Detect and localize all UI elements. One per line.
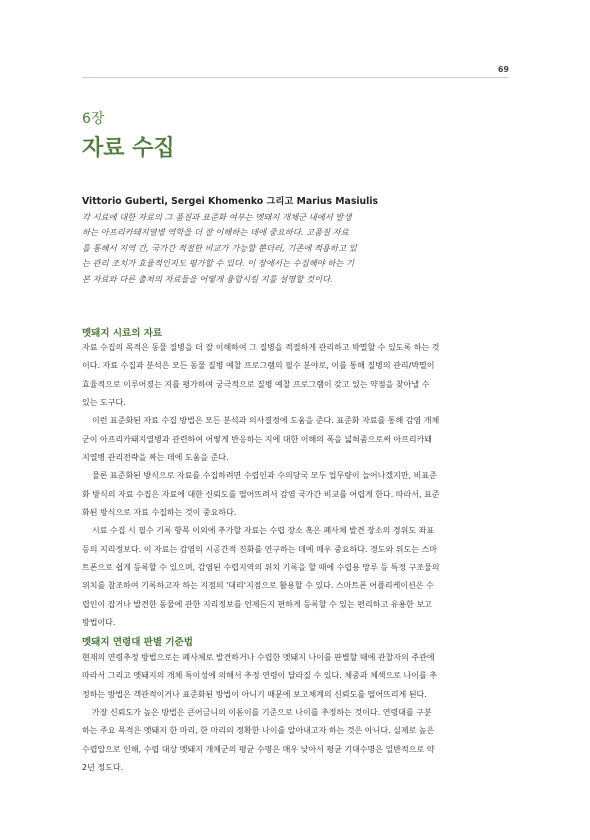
header-rule [82, 77, 509, 78]
paragraph-line: 방법이다. [82, 618, 116, 628]
paragraph-line: 있는 도구다. [82, 398, 126, 408]
paragraph-line: 가장 신뢰도가 높은 방법은 큰어금니의 이돋이를 기준으로 나이를 추정하는 것이다. 연령대를 구분 [92, 708, 432, 718]
paragraph-line: 2년 정도다. [82, 763, 124, 773]
section-body-age-classes [82, 649, 462, 777]
paragraph-line: 지열병 관리전략을 짜는 데에 도움을 준다. [82, 453, 229, 463]
paragraph-line: 군이 아프리카돼지열병과 관련하여 어떻게 반응하는 지에 대한 이해의 폭을 넓혀줌으로써 아프리카돼 [82, 434, 433, 444]
abstract-line: 는 관리 조치가 효율적인지도 평가할 수 있다. 이 장에서는 수집해야 하는 기 [82, 258, 355, 269]
section-body-sample-data [82, 339, 462, 633]
paragraph-line: 물론 표준화된 방식으로 자료를 수집하려면 수렵인과 수의당국 모두 업무량이 늘어나겠지만, 비표준 [92, 471, 437, 481]
authors: Vittorio Guberti, Sergei Khomenko 그리고 Marius Masiulis [82, 196, 379, 207]
paragraph-line: 화된 방식으로 자료 수집하는 것이 중요하다. [82, 508, 237, 518]
paragraph-line: 정하는 방법은 객관적이거나 표준화된 방법이 아니기 때문에 보고체계의 신뢰도를 떨어뜨리게 된다. [82, 689, 427, 699]
paragraph-line: 이다. 자료 수집과 분석은 모든 동물 질병 예찰 프로그램의 필수 분야로, 이를 통해 질병의 관리/박멸이 [82, 361, 435, 371]
paragraph-line: 수렵압으로 인해, 수렵 대상 멧돼지 개체군의 평균 수명은 매우 낮아서 평균 기대수명은 일반적으로 약 [82, 744, 435, 754]
abstract [82, 210, 372, 287]
section-heading-sample-data: 멧돼지 시료의 자료 [82, 328, 163, 339]
paragraph-line: 자료 수집의 목적은 동물 질병을 더 잘 이해하여 그 질병을 적절하게 관리하고 박멸할 수 있도록 하는 것 [82, 343, 440, 352]
chapter-title: 자료 수집 [82, 136, 175, 161]
paragraph-line: 등의 지리정보다. 이 자료는 감염의 시공간적 진화를 연구하는 데에 매우 중요하다. 경도와 위도는 스마 [82, 544, 437, 554]
paragraph-line: 렵인이 잡거나 발견한 동물에 관한 지리정보를 언제든지 편하게 등록할 수 있는 편리하고 유용한 보고 [82, 599, 432, 609]
paragraph-line: 이런 표준화된 자료 수집 방법은 모든 분석과 의사결정에 도움을 준다. 표준화 자료를 통해 감염 개체 [92, 416, 440, 426]
abstract-line: 하는 아프리카돼지열병 역학을 더 잘 이해하는 데에 중요하다. 고품질 자료 [82, 227, 349, 238]
paragraph-line: 하는 주요 목적은 멧돼지 한 마리, 한 마리의 정확한 나이를 알아내고자 하는 것은 아니다. 실제로 높은 [82, 726, 435, 736]
paragraph-line: 현재의 연령추정 방법으로는 폐사체로 발견하거나 수렵한 멧돼지 나이를 판별할 때에 관찰자의 주관에 [82, 653, 435, 662]
paragraph-line: 시료 수집 시 필수 기록 항목 이외에 추가할 자료는 수렵 장소 혹은 폐사체 발견 장소의 경위도 좌표 [92, 526, 435, 536]
section-heading-age-classes: 멧돼지 연령대 판별 기준법 [82, 637, 193, 648]
paragraph-line: 따라서 그리고 멧돼지의 개체 특이성에 의해서 추정 연령이 달라질 수 있다. 체중과 체색으로 나이를 추 [82, 671, 437, 681]
chapter-number: 6장 [82, 111, 105, 127]
paragraph-line: 위치를 참조하여 기록하고자 하는 지점의 '대리'지점으로 활용할 수 있다. 스마트폰 어플리케이션은 수 [82, 581, 434, 591]
abstract-line: 본 자료와 다른 출처의 자료들을 어떻게 융합시킬 지를 설명할 것이다. [82, 273, 333, 284]
paragraph-line: 화 방식의 자료 수집은 자료에 대한 신뢰도를 떨어뜨려서 감염 국가간 비교를 어렵게 한다. 따라서, 표준 [82, 489, 440, 499]
abstract-line: 를 통해서 지역 간, 국가간 적절한 비교가 가능할 뿐더러, 기존에 적용하고 있 [82, 242, 357, 253]
paragraph-line: 트폰으로 쉽게 등록할 수 있으며, 감염된 수렵지역의 위치 기록을 할 때에 수렵용 망루 등 특정 구조물의 [82, 563, 440, 573]
paragraph-line: 효율적으로 이루어졌는 지를 평가하여 궁극적으로 질병 예찰 프로그램이 갖고 있는 약점을 찾아낼 수 [82, 379, 430, 389]
page-number: 69 [497, 65, 509, 74]
abstract-line: 각 시료에 대한 자료의 그 품질과 표준화 여부는 멧돼지 개체군 내에서 발생 [82, 212, 352, 222]
